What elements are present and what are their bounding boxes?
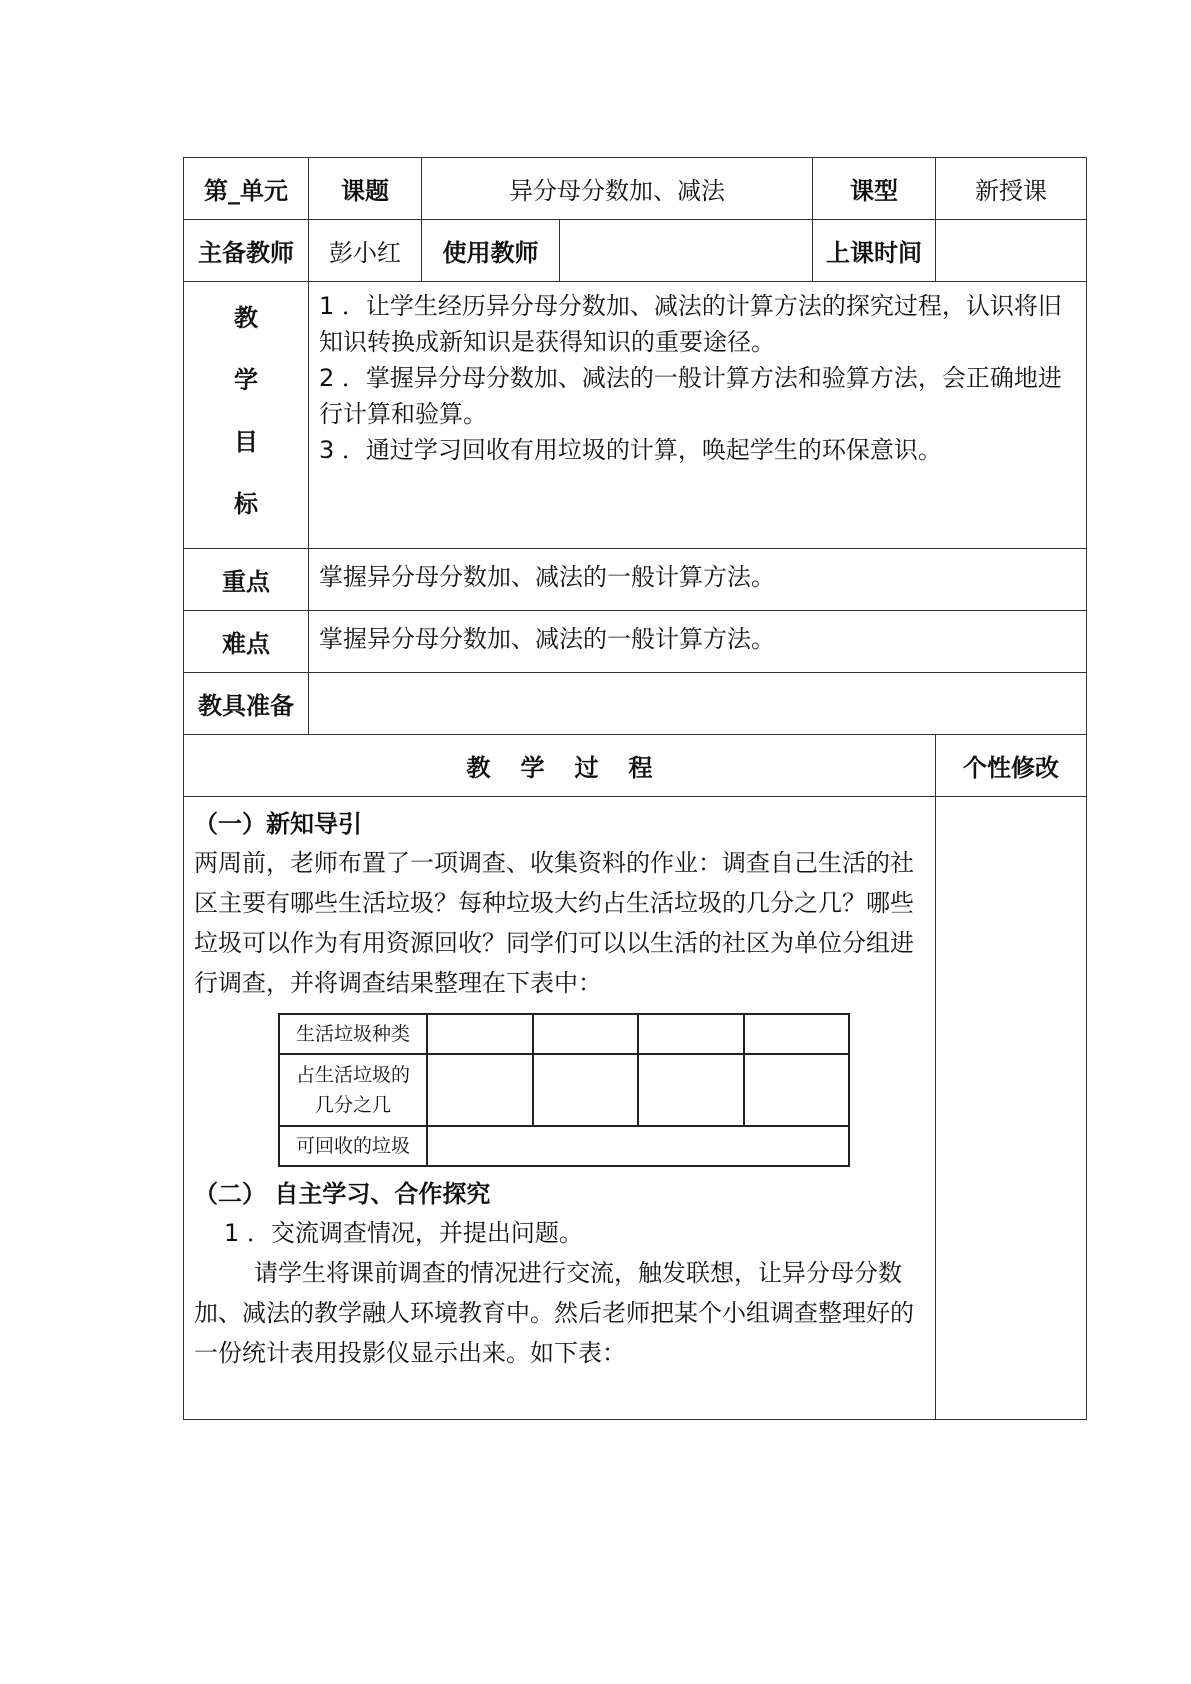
difficulty-label: 难点 bbox=[184, 611, 309, 673]
objective-item: 2 ．掌握异分母分数加、减法的一般计算方法和验算方法，会正确地进行计算和验算。 bbox=[319, 364, 1062, 428]
topic-value: 异分母分数加、减法 bbox=[422, 158, 813, 220]
lesson-type-value: 新授课 bbox=[936, 158, 1087, 220]
section1-title: （一）新知导引 bbox=[194, 810, 362, 838]
process-heading: 教学过程 bbox=[184, 735, 936, 797]
step1-text: 请学生将课前调查的情况进行交流，触发联想，让异分母分数加、减法的教学融人环境教育中。然后老师把某个小组调查整理好的一份统计表用投影仪显示出来。如下表： bbox=[194, 1259, 914, 1367]
materials-label: 教具准备 bbox=[184, 673, 309, 735]
using-teacher-label: 使用教师 bbox=[422, 220, 560, 282]
lesson-plan-table bbox=[183, 157, 1087, 1420]
objectives-label: 教 学 目 标 bbox=[184, 282, 309, 549]
topic-label: 课题 bbox=[309, 158, 422, 220]
difficulty-value: 掌握异分母分数加、减法的一般计算方法。 bbox=[309, 611, 1087, 673]
materials-value bbox=[309, 673, 1087, 735]
section1-text: 两周前，老师布置了一项调查、收集资料的作业：调查自己生活的社区主要有哪些生活垃圾？每种垃圾大约占生活垃圾的几分之几？哪些垃圾可以作为有用资源回收？同学们可以以生活的社区为单位分组进行调查，并将调查结果整理在下表中： bbox=[194, 849, 914, 997]
objective-item: 3 ．通过学习回收有用垃圾的计算，唤起学生的环保意识。 bbox=[319, 436, 942, 464]
lesson-type-label: 课型 bbox=[813, 158, 936, 220]
revise-heading: 个性修改 bbox=[936, 735, 1087, 797]
unit-label: 第_单元 bbox=[184, 158, 309, 220]
survey-row-label: 占生活垃圾的 几分之几 bbox=[279, 1054, 427, 1126]
main-teacher-value: 彭小红 bbox=[309, 220, 422, 282]
survey-row-label: 生活垃圾种类 bbox=[279, 1014, 427, 1054]
survey-table bbox=[278, 1013, 850, 1167]
survey-row-label: 可回收的垃圾 bbox=[279, 1126, 427, 1166]
class-time-value bbox=[936, 220, 1087, 282]
objective-item: 1 ．让学生经历异分母分数加、减法的计算方法的探究过程，认识将旧知识转换成新知识是获得知识的重要途径。 bbox=[319, 292, 1062, 356]
key-point-label: 重点 bbox=[184, 549, 309, 611]
class-time-label: 上课时间 bbox=[813, 220, 936, 282]
objectives-list bbox=[309, 282, 1087, 549]
main-teacher-label: 主备教师 bbox=[184, 220, 309, 282]
process-content bbox=[184, 797, 936, 1420]
using-teacher-value bbox=[560, 220, 813, 282]
key-point-value: 掌握异分母分数加、减法的一般计算方法。 bbox=[309, 549, 1087, 611]
revise-notes bbox=[936, 797, 1087, 1420]
step1-title: 1 ．交流调查情况，并提出问题。 bbox=[224, 1219, 583, 1247]
section2-title: （二） 自主学习、合作探究 bbox=[194, 1180, 491, 1208]
